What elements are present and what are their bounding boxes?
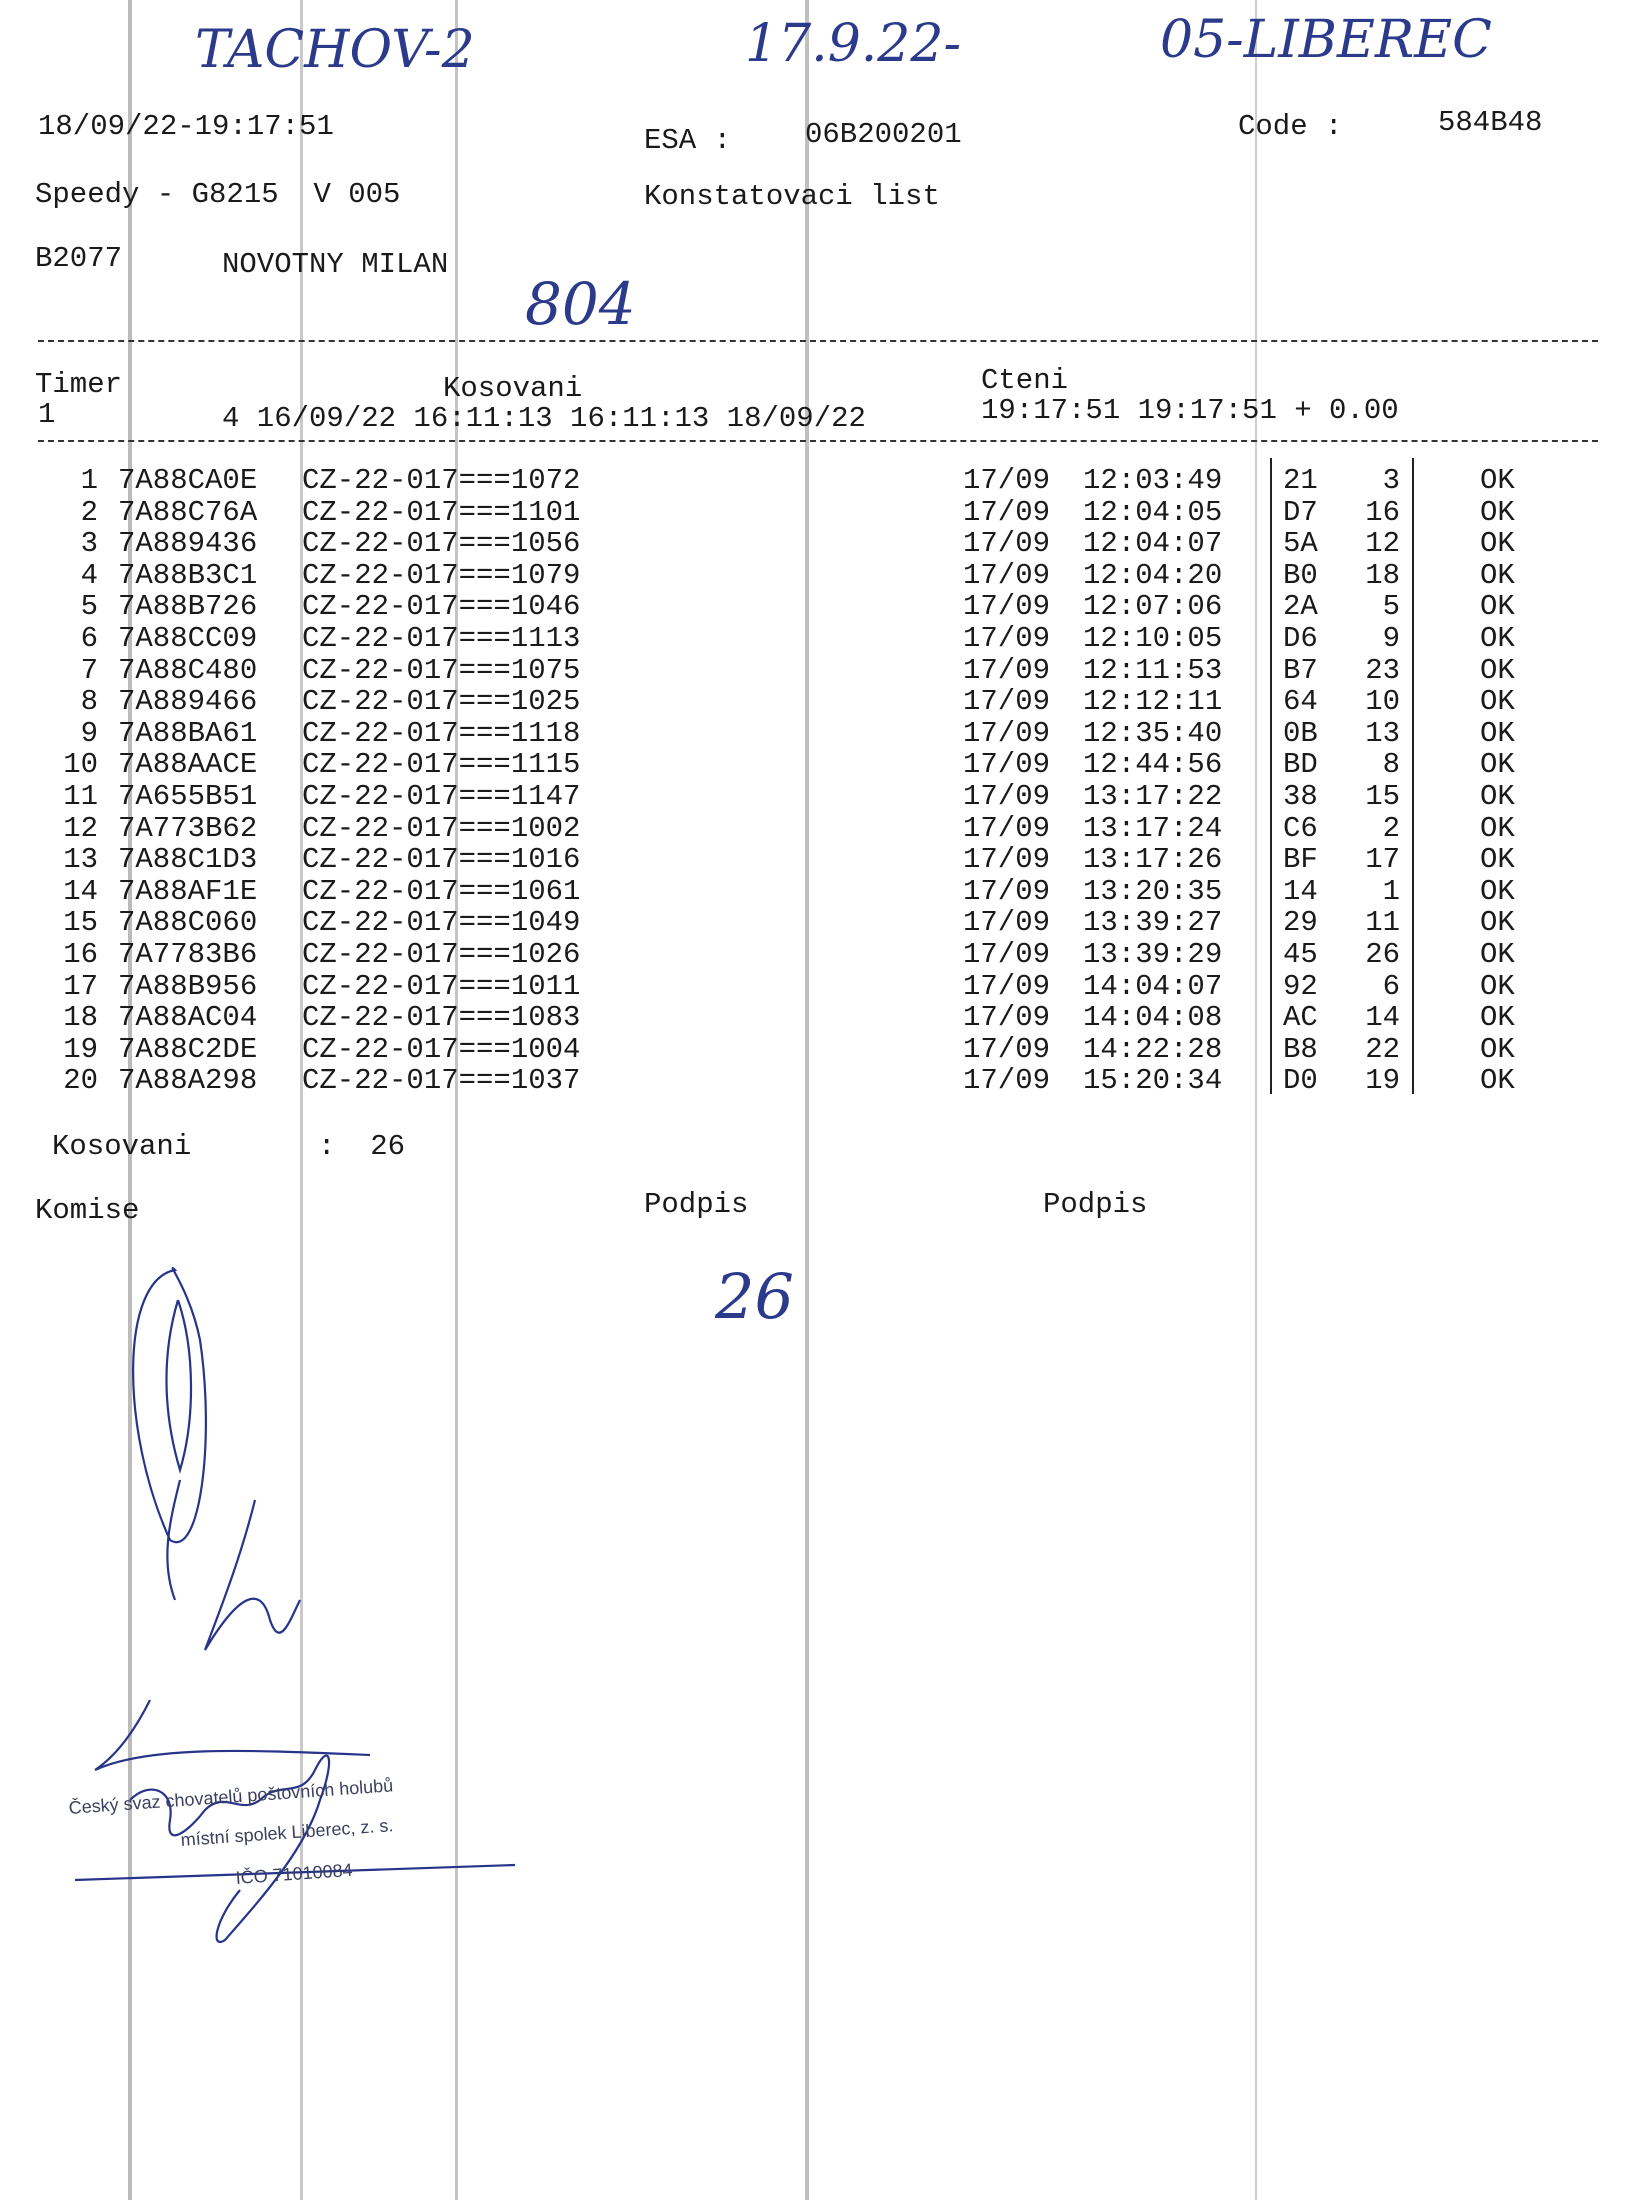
position: 18	[1365, 558, 1400, 592]
arrival-date: 17/09	[963, 1001, 1051, 1035]
arrival-date: 17/09	[963, 1032, 1051, 1066]
arrival-time: 12:44:56	[1083, 748, 1223, 782]
kosovani-header-label: Kosovani	[443, 372, 583, 405]
row-number: 20	[63, 1064, 98, 1098]
row-number: 12	[63, 811, 98, 845]
arrival-date: 17/09	[963, 622, 1051, 655]
chip-id: 7A655B51	[118, 780, 258, 813]
status: OK	[1480, 1001, 1515, 1035]
ring-number: CZ-22-017===1025	[302, 685, 581, 719]
handwritten-ring-number: 804	[525, 270, 636, 338]
handwritten-date: 17.9.22-	[745, 14, 962, 74]
cteni-line: 19:17:51 19:17:51 + 0.00	[981, 394, 1399, 427]
check-code: BD	[1283, 748, 1318, 782]
row-number: 4	[80, 558, 98, 592]
chip-id: 7A88A298	[118, 1064, 258, 1098]
chip-id: 7A889466	[118, 685, 258, 719]
ring-number: CZ-22-017===1115	[302, 748, 581, 782]
handwritten-count: 26	[715, 1260, 794, 1333]
status: OK	[1480, 527, 1515, 561]
ring-number: CZ-22-017===1026	[302, 938, 581, 971]
member-name: NOVOTNY MILAN	[222, 248, 449, 281]
check-code: 0B	[1283, 716, 1318, 750]
ring-number: CZ-22-017===1101	[302, 495, 581, 529]
arrival-time: 13:39:29	[1083, 938, 1223, 971]
position: 26	[1365, 938, 1400, 971]
arrival-time: 13:39:27	[1083, 906, 1223, 940]
ring-number: CZ-22-017===1113	[302, 622, 581, 655]
check-code: 29	[1283, 906, 1318, 940]
status: OK	[1480, 780, 1515, 813]
status: OK	[1480, 685, 1515, 719]
chip-id: 7A88C480	[118, 653, 258, 687]
position: 2	[1382, 811, 1400, 845]
row-number: 1	[80, 464, 98, 497]
chip-id: 7A88C060	[118, 906, 258, 940]
check-code: 38	[1283, 780, 1318, 813]
position: 23	[1365, 653, 1400, 687]
check-code: 5A	[1283, 527, 1318, 561]
position: 5	[1382, 590, 1400, 624]
arrival-date: 17/09	[963, 716, 1051, 750]
arrival-date: 17/09	[963, 843, 1051, 877]
chip-id: 7A88AACE	[118, 748, 258, 782]
row-number: 16	[63, 938, 98, 971]
position: 17	[1365, 843, 1400, 877]
arrival-time: 15:20:34	[1083, 1064, 1223, 1098]
status: OK	[1480, 906, 1515, 940]
arrival-date: 17/09	[963, 495, 1051, 529]
check-code: AC	[1283, 1001, 1318, 1035]
status: OK	[1480, 558, 1515, 592]
position: 12	[1365, 527, 1400, 561]
arrival-time: 14:04:07	[1083, 969, 1223, 1003]
position: 19	[1365, 1064, 1400, 1098]
document-type: Konstatovaci list	[644, 180, 940, 213]
ring-number: CZ-22-017===1011	[302, 969, 581, 1003]
arrival-time: 12:12:11	[1083, 685, 1223, 719]
cteni-label: Cteni	[981, 364, 1069, 397]
status: OK	[1480, 653, 1515, 687]
kosovani-footer-label: Kosovani	[52, 1130, 192, 1163]
ring-number: CZ-22-017===1046	[302, 590, 581, 624]
arrival-date: 17/09	[963, 590, 1051, 624]
status: OK	[1480, 495, 1515, 529]
status: OK	[1480, 874, 1515, 908]
check-code: BF	[1283, 843, 1318, 877]
ring-number: CZ-22-017===1061	[302, 874, 581, 908]
ring-number: CZ-22-017===1056	[302, 527, 581, 561]
check-code: D7	[1283, 495, 1318, 529]
row-number: 7	[80, 653, 98, 687]
member-id: B2077	[35, 242, 123, 275]
arrival-date: 17/09	[963, 527, 1051, 561]
ring-number: CZ-22-017===1118	[302, 716, 581, 750]
row-number: 19	[63, 1032, 98, 1066]
status: OK	[1480, 1064, 1515, 1098]
arrival-time: 12:35:40	[1083, 716, 1223, 750]
arrival-date: 17/09	[963, 558, 1051, 592]
status: OK	[1480, 464, 1515, 497]
status: OK	[1480, 1032, 1515, 1066]
position: 1	[1382, 874, 1400, 908]
row-number: 15	[63, 906, 98, 940]
check-code: 2A	[1283, 590, 1318, 624]
row-number: 11	[63, 780, 98, 813]
status: OK	[1480, 843, 1515, 877]
check-code: 64	[1283, 685, 1318, 719]
ring-number: CZ-22-017===1075	[302, 653, 581, 687]
position: 13	[1365, 716, 1400, 750]
chip-id: 7A88C76A	[118, 495, 258, 529]
arrival-time: 12:03:49	[1083, 464, 1223, 497]
ring-number: CZ-22-017===1083	[302, 1001, 581, 1035]
arrival-date: 17/09	[963, 464, 1051, 497]
arrival-date: 17/09	[963, 874, 1051, 908]
ring-number: CZ-22-017===1072	[302, 464, 581, 497]
position: 11	[1365, 906, 1400, 940]
arrival-date: 17/09	[963, 906, 1051, 940]
position: 3	[1382, 464, 1400, 497]
check-code: B8	[1283, 1032, 1318, 1066]
row-number: 2	[80, 495, 98, 529]
position: 16	[1365, 495, 1400, 529]
chip-id: 7A88CC09	[118, 622, 258, 655]
header-datetime: 18/09/22-19:17:51	[38, 110, 334, 143]
code-value: 584B48	[1438, 106, 1543, 139]
chip-id: 7A88C2DE	[118, 1032, 258, 1066]
check-code: 21	[1283, 464, 1318, 497]
position: 6	[1382, 969, 1400, 1003]
arrival-date: 17/09	[963, 748, 1051, 782]
position: 15	[1365, 780, 1400, 813]
arrival-date: 17/09	[963, 653, 1051, 687]
position: 8	[1382, 748, 1400, 782]
row-number: 18	[63, 1001, 98, 1035]
position: 22	[1365, 1032, 1400, 1066]
status: OK	[1480, 811, 1515, 845]
row-number: 8	[80, 685, 98, 719]
podpis-label-1: Podpis	[644, 1188, 749, 1221]
row-number: 9	[80, 716, 98, 750]
row-number: 3	[80, 527, 98, 561]
row-number: 5	[80, 590, 98, 624]
ring-number: CZ-22-017===1004	[302, 1032, 581, 1066]
position: 9	[1382, 622, 1400, 655]
handwritten-place: TACHOV-2	[195, 20, 475, 80]
arrival-time: 12:04:05	[1083, 495, 1223, 529]
timer-label: Timer	[35, 368, 123, 401]
chip-id: 7A88AF1E	[118, 874, 258, 908]
chip-id: 7A88B956	[118, 969, 258, 1003]
timer-value: 1	[38, 398, 56, 431]
arrival-date: 17/09	[963, 1064, 1051, 1098]
check-code: 92	[1283, 969, 1318, 1003]
arrival-date: 17/09	[963, 780, 1051, 813]
arrival-time: 12:04:07	[1083, 527, 1223, 561]
stamp-line-2: místní spolek Liberec, z. s.	[180, 1815, 394, 1850]
esa-label: ESA :	[644, 124, 732, 157]
stamp-line-3: IČO 71010084	[235, 1859, 354, 1888]
chip-id: 7A88BA61	[118, 716, 258, 750]
status: OK	[1480, 748, 1515, 782]
ring-number: CZ-22-017===1037	[302, 1064, 581, 1098]
check-code: B0	[1283, 558, 1318, 592]
arrival-date: 17/09	[963, 938, 1051, 971]
arrival-time: 14:22:28	[1083, 1032, 1223, 1066]
chip-id: 7A773B62	[118, 811, 258, 845]
device-info: Speedy - G8215 V 005	[35, 178, 401, 211]
row-number: 14	[63, 874, 98, 908]
arrival-time: 13:17:24	[1083, 811, 1223, 845]
arrival-time: 13:17:26	[1083, 843, 1223, 877]
komise-label: Komise	[35, 1194, 140, 1227]
arrival-time: 12:11:53	[1083, 653, 1223, 687]
arrival-time: 13:17:22	[1083, 780, 1223, 813]
ring-number: CZ-22-017===1002	[302, 811, 581, 845]
check-code: D0	[1283, 1064, 1318, 1098]
status: OK	[1480, 969, 1515, 1003]
arrival-date: 17/09	[963, 811, 1051, 845]
arrival-time: 12:04:20	[1083, 558, 1223, 592]
ring-number: CZ-22-017===1016	[302, 843, 581, 877]
kosovani-footer-value: : 26	[318, 1130, 406, 1163]
check-code: B7	[1283, 653, 1318, 687]
check-code: C6	[1283, 811, 1318, 845]
arrival-time: 13:20:35	[1083, 874, 1223, 908]
arrival-time: 12:07:06	[1083, 590, 1223, 624]
status: OK	[1480, 622, 1515, 655]
arrival-date: 17/09	[963, 685, 1051, 719]
row-number: 6	[80, 622, 98, 655]
position: 14	[1365, 1001, 1400, 1035]
check-code: 45	[1283, 938, 1318, 971]
arrival-time: 12:10:05	[1083, 622, 1223, 655]
ring-number: CZ-22-017===1079	[302, 558, 581, 592]
code-label: Code :	[1238, 110, 1343, 143]
check-code: 14	[1283, 874, 1318, 908]
stamp-line-1: Český svaz chovatelů poštovních holubů	[68, 1775, 394, 1818]
chip-id: 7A889436	[118, 527, 258, 561]
handwritten-region: 05-LIBEREC	[1160, 10, 1492, 70]
row-number: 10	[63, 748, 98, 782]
position: 10	[1365, 685, 1400, 719]
chip-id: 7A88B3C1	[118, 558, 258, 592]
chip-id: 7A7783B6	[118, 938, 258, 971]
chip-id: 7A88AC04	[118, 1001, 258, 1035]
chip-id: 7A88CA0E	[118, 464, 258, 497]
status: OK	[1480, 938, 1515, 971]
row-number: 17	[63, 969, 98, 1003]
ring-number: CZ-22-017===1147	[302, 780, 581, 813]
status: OK	[1480, 716, 1515, 750]
kosovani-line: 4 16/09/22 16:11:13 16:11:13 18/09/22	[222, 402, 866, 435]
arrival-time: 14:04:08	[1083, 1001, 1223, 1035]
esa-value: 06B200201	[805, 118, 962, 151]
chip-id: 7A88B726	[118, 590, 258, 624]
check-code: D6	[1283, 622, 1318, 655]
podpis-label-2: Podpis	[1043, 1188, 1148, 1221]
chip-id: 7A88C1D3	[118, 843, 258, 877]
arrival-date: 17/09	[963, 969, 1051, 1003]
status: OK	[1480, 590, 1515, 624]
row-number: 13	[63, 843, 98, 877]
ring-number: CZ-22-017===1049	[302, 906, 581, 940]
